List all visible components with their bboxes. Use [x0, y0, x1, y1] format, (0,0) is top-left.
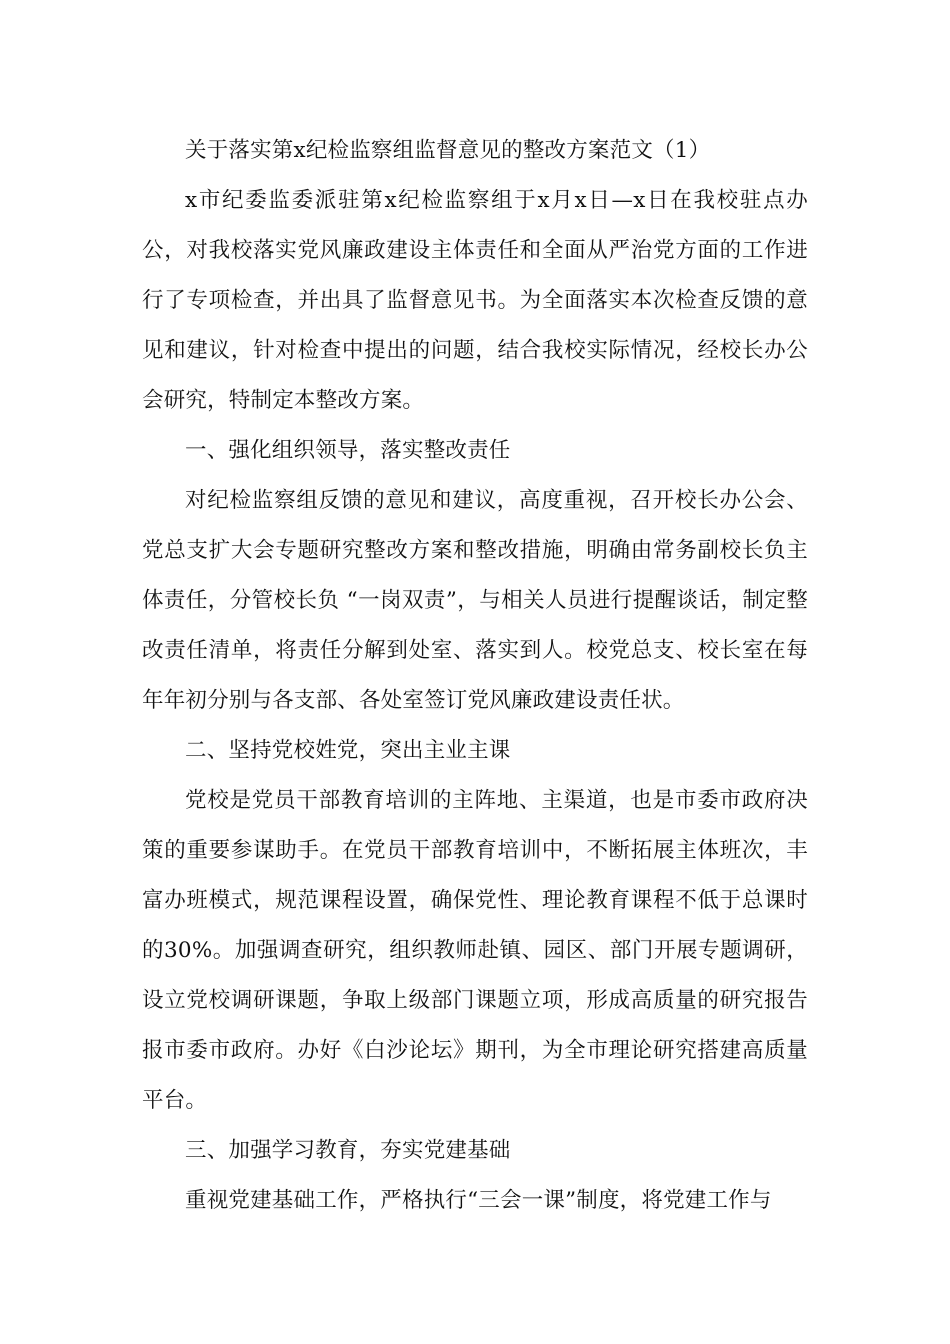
document-title: 关于落实第x纪检监察组监督意见的整改方案范文（1） — [185, 138, 711, 163]
section-2-paragraph: 党校是党员干部教育培训的主阵地、主渠道，也是市委市政府决策的重要参谋助手。在党员干部教育培训中，不断拓展主体班次，丰富办班模式，规范课程设置，确保党性、理论教育课程不低于总课时的30%。加强调查研究，组织教师赴镇、园区、部门开展专题调研，设立党校调研课题，争取上级部门课题立项，形成高质量的研究报告报市委市政府。办好《白沙论坛》期刊，为全市理论研究搭建高质量平台。 — [142, 788, 808, 1113]
section-heading-3: 三、加强学习教育，夯实党建基础 — [185, 1138, 511, 1163]
section-1-paragraph: 对纪检监察组反馈的意见和建议，高度重视，召开校长办公会、党总支扩大会专题研究整改方案和整改措施，明确由常务副校长负主体责任，分管校长负 “一岗双责”，与相关人员进行提醒谈话，制定整改责任清单，将责任分解到处室、落实到人。校党总支、校长室在每年年初分别与各支部、各处室签订党风廉政建设责任状。 — [142, 488, 808, 713]
document-body — [142, 126, 808, 1226]
section-heading-1: 一、强化组织领导，落实整改责任 — [185, 438, 511, 463]
section-3-paragraph: 重视党建基础工作，严格执行“三会一课”制度，将党建工作与 — [185, 1188, 772, 1213]
intro-paragraph: x市纪委监委派驻第x纪检监察组于x月x日—x日在我校驻点办公，对我校落实党风廉政建设主体责任和全面从严治党方面的工作进行了专项检查，并出具了监督意见书。为全面落实本次检查反馈的意见和建议，针对检查中提出的问题，结合我校实际情况，经校长办公会研究，特制定本整改方案。 — [142, 188, 808, 413]
section-heading-2: 二、坚持党校姓党，突出主业主课 — [185, 738, 511, 763]
